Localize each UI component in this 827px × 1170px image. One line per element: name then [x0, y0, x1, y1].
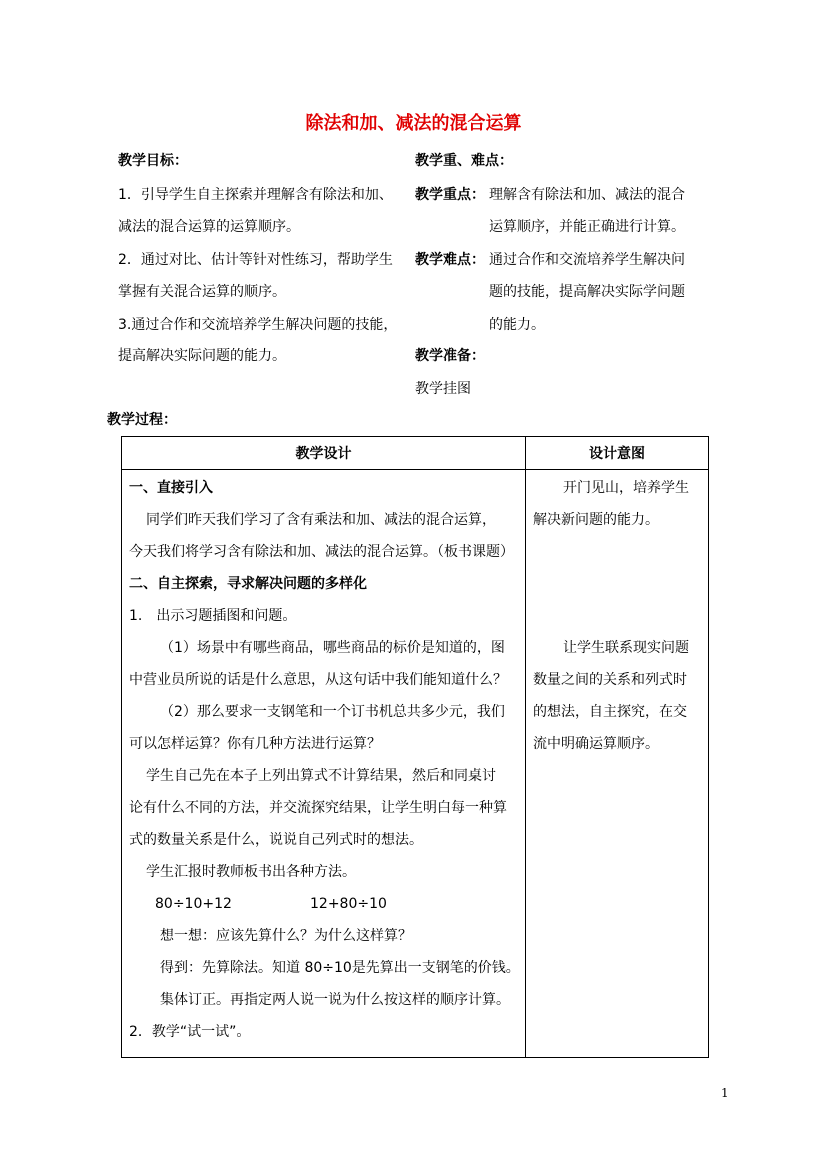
section-heading: 一、直接引入 [129, 480, 213, 496]
design-line: 论有什么不同的方法，并交流探究结果，让学生明白每一种算 [129, 800, 507, 816]
document-title: 除法和加、减法的混合运算 [305, 113, 522, 134]
teaching-process-table [121, 436, 709, 1058]
goals-line: 3.通过合作和交流培养学生解决问题的技能， [118, 317, 398, 333]
difficulty-line: 的能力。 [489, 317, 545, 333]
intent-line: 开门见山，培养学生 [563, 480, 689, 496]
design-line: （2）那么要求一支钢笔和一个订书机总共多少元，我们 [160, 704, 505, 720]
goals-heading: 教学目标： [118, 153, 188, 169]
section-heading: 二、自主探索，寻求解决问题的多样化 [129, 576, 367, 592]
intent-cell [526, 470, 709, 1058]
process-heading: 教学过程： [107, 412, 177, 428]
design-line: 1. 出示习题插图和问题。 [129, 608, 297, 624]
design-line: （1）场景中有哪些商品，哪些商品的标价是知道的，图 [160, 640, 505, 656]
intent-line: 解决新问题的能力。 [533, 512, 659, 528]
table-row [122, 470, 709, 1058]
design-line: 可以怎样运算？你有几种方法进行运算？ [129, 736, 381, 752]
table-header-design: 教学设计 [122, 437, 526, 470]
goals-line: 掌握有关混合运算的顺序。 [118, 284, 286, 300]
design-line: 想一想：应该先算什么？为什么这样算？ [160, 928, 412, 944]
design-line: 学生汇报时教师板书出各种方法。 [146, 864, 356, 880]
prep-value: 教学挂图 [415, 381, 471, 397]
focus-line: 理解含有除法和加、减法的混合 [489, 187, 685, 203]
intent-line: 让学生联系现实问题 [563, 640, 689, 656]
difficulty-line: 题的技能，提高解决实际学问题 [489, 284, 685, 300]
goals-line: 减法的混合运算的运算顺序。 [118, 219, 300, 235]
focus-line: 运算顺序，并能正确进行计算。 [489, 219, 685, 235]
expression-1: 80÷10+12 [155, 896, 232, 912]
expression-2: 12+80÷10 [310, 896, 387, 912]
focus-label: 教学重点： [415, 187, 485, 203]
goals-line: 提高解决实际问题的能力。 [118, 348, 286, 364]
design-line: 得到：先算除法。知道 80÷10是先算出一支钢笔的价钱。 [160, 960, 520, 976]
prep-label: 教学准备： [415, 348, 485, 364]
intent-line: 数量之间的关系和列式时 [533, 672, 687, 688]
design-cell [122, 470, 526, 1058]
keypoints-heading: 教学重、难点： [415, 153, 513, 169]
design-line: 式的数量关系是什么，说说自己列式时的想法。 [129, 832, 423, 848]
design-line: 同学们昨天我们学习了含有乘法和加、减法的混合运算， [146, 512, 496, 528]
table-header-intent: 设计意图 [526, 437, 709, 470]
design-line: 学生自己先在本子上列出算式不计算结果，然后和同桌讨 [146, 768, 496, 784]
design-line: 集体订正。再指定两人说一说为什么按这样的顺序计算。 [160, 992, 510, 1008]
difficulty-line: 通过合作和交流培养学生解决问 [489, 252, 685, 268]
table-header-row [122, 437, 709, 470]
intent-line: 的想法，自主探究，在交 [533, 704, 687, 720]
difficulty-label: 教学难点： [415, 252, 485, 268]
design-line: 2．教学“试一试”。 [129, 1024, 251, 1040]
design-line: 中营业员所说的话是什么意思，从这句话中我们能知道什么？ [129, 672, 507, 688]
design-line: 今天我们将学习含有除法和加、减法的混合运算。（板书课题） [129, 544, 514, 560]
page-number: 1 [721, 1086, 729, 1100]
intent-line: 流中明确运算顺序。 [533, 736, 659, 752]
goals-line: 1．引导学生自主探索并理解含有除法和加、 [118, 187, 393, 203]
goals-line: 2．通过对比、估计等针对性练习，帮助学生 [118, 252, 393, 268]
